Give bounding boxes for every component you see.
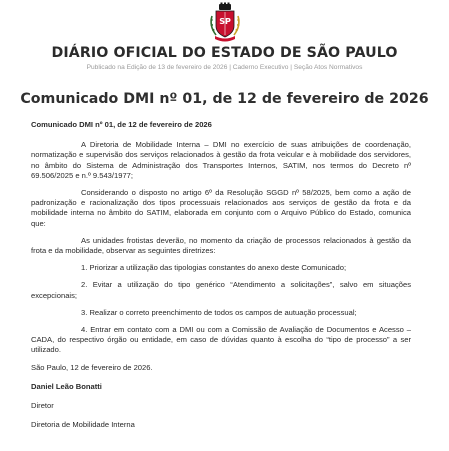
document-title: Comunicado DMI nº 01, de 12 de fevereiro de 2026 — [20, 91, 429, 107]
list-item-1: 1. Priorizar a utilização das tipologias constantes do anexo deste Comunicado; — [81, 263, 347, 273]
list-item-4: 4. Entrar em contato com a DMI ou com a Comissão de Avaliação de Documentos e Acesso – CADA, do respectivo órgão ou entidade, em caso de dúvidas quanto à escolha do “tipo de processo” a ser utilizado. — [31, 325, 411, 355]
section-title: Comunicado DMI nº 01, de 12 de fevereiro de 2026 — [31, 120, 212, 129]
signer-role: Diretor — [31, 401, 54, 411]
paragraph-preamble: A Diretoria de Mobilidade Interna – DMI no exercício de suas atribuições de coordenação, normatização e supervisão dos serviços relacionados à gestão da frota veicular e à mobilidade dos servidores, no âmbito do Sistema de Administração dos Transportes Internos, SATIM, nos termos do Decreto nº 69.506/2025 e n.º 9.543/1977; — [31, 140, 411, 180]
list-item-3: 3. Realizar o correto preenchimento de todos os campos de autuação processual; — [81, 307, 357, 317]
masthead — [0, 0, 449, 72]
list-item-2: 2. Evitar a utilização do tipo genérico “Atendimento a solicitações”, salvo em situações excepcionais; — [31, 280, 411, 300]
document-body — [0, 120, 449, 430]
paragraph-considerando: Considerando o disposto no artigo 6º da Resolução SGGD nº 58/2025, bem como a ação de padronização e racionalização dos tipos processuais relacionados aos serviços de gestão da frota e da mobilidade interna no âmbito do SATIM, elaborada em conjunto com o Arquivo Público do Estado, comunica que: — [31, 188, 411, 228]
signer-department: Diretoria de Mobilidade Interna — [31, 420, 135, 430]
sao-paulo-state-coat-of-arms-icon — [207, 2, 243, 42]
paragraph-directive-intro: As unidades frotistas deverão, no momento da criação de processos relacionados à gestão da frota e da mobilidade, observar as seguintes diretrizes: — [31, 235, 411, 256]
signer-name: Daniel Leão Bonatti — [31, 381, 102, 391]
masthead-subtitle: Publicado na Edição de 13 de fevereiro de 2026 | Caderno Executivo | Seção Atos Normativos — [86, 64, 363, 71]
masthead-title: DIÁRIO OFICIAL DO ESTADO DE SÃO PAULO — [51, 45, 398, 61]
place-date: São Paulo, 12 de fevereiro de 2026. — [31, 362, 153, 372]
svg-text:SP: SP — [218, 17, 231, 26]
